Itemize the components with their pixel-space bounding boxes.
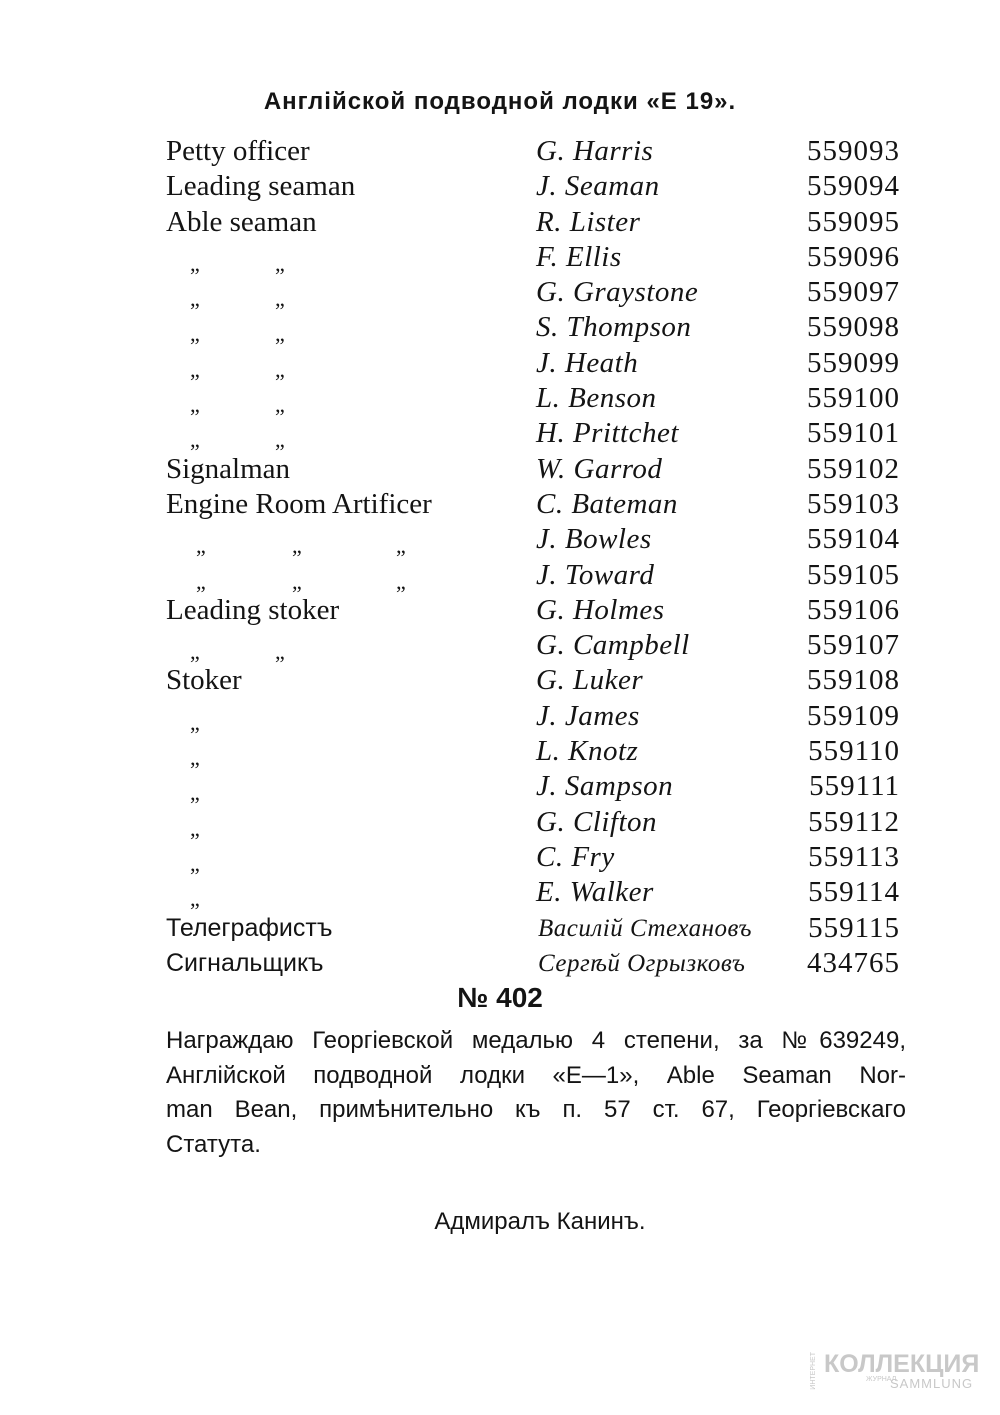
ditto-mark: „ <box>275 321 285 347</box>
ditto-mark: „ <box>275 286 285 312</box>
watermark-side-top: ИНТЕРНЕТ <box>810 1352 817 1390</box>
service-number: 559115 <box>808 911 900 944</box>
roster-row <box>0 240 1000 275</box>
order-line: Англійской подводной лодки «Е—1», Able Seaman Nor- <box>166 1061 906 1089</box>
rank-label: Leading stoker <box>166 593 340 626</box>
ditto-mark: „ <box>190 639 200 665</box>
service-number: 559093 <box>807 135 900 167</box>
ditto-mark: „ <box>190 356 200 382</box>
section-heading: Англійской подводной лодки «Е 19». <box>263 88 737 115</box>
rank-label: Signalman <box>166 452 291 485</box>
roster-row <box>0 134 1000 169</box>
service-number: 559106 <box>807 593 900 626</box>
service-number: 559100 <box>807 382 900 415</box>
rank-label: Leading seaman <box>166 170 356 203</box>
ditto-mark: „ <box>292 568 302 594</box>
roster-row <box>0 487 1000 522</box>
rank-label: Телеграфистъ <box>166 913 333 942</box>
crew-name: F. Ellis <box>536 240 622 273</box>
ditto-mark: „ <box>190 850 200 876</box>
ditto-mark: „ <box>275 356 285 382</box>
watermark-logo <box>810 1350 978 1390</box>
roster-row <box>0 558 1000 593</box>
ditto-mark: „ <box>396 568 406 594</box>
watermark-main: КОЛЛЕКЦИЯ <box>824 1350 980 1378</box>
rank-label: Stoker <box>166 664 242 697</box>
signature: Адмиралъ Канинъ. <box>434 1208 646 1235</box>
ditto-mark: „ <box>190 427 200 453</box>
crew-name: H. Prittchet <box>536 417 679 450</box>
ditto-mark: „ <box>275 639 285 665</box>
ditto-mark: „ <box>190 780 200 806</box>
rank-label: Petty officer <box>166 135 310 167</box>
crew-name: E. Walker <box>536 876 654 909</box>
ditto-mark: „ <box>196 533 206 559</box>
ditto-mark: „ <box>196 568 206 594</box>
roster-row <box>0 169 1000 204</box>
ditto-mark: „ <box>190 745 200 771</box>
service-number: 559108 <box>807 664 900 697</box>
roster-row <box>0 593 1000 628</box>
roster-row <box>0 663 1000 698</box>
rank-label: Сигнальщикъ <box>166 948 324 977</box>
service-number: 434765 <box>807 946 900 979</box>
roster-row <box>0 381 1000 416</box>
crew-name: L. Benson <box>536 382 657 415</box>
order-paragraph <box>166 1024 906 1162</box>
ditto-mark: „ <box>190 250 200 276</box>
crew-name: G. Clifton <box>536 805 658 838</box>
roster-row <box>0 769 1000 804</box>
service-number: 559095 <box>807 205 900 238</box>
crew-name: J. Sampson <box>536 770 674 803</box>
crew-name: S. Thompson <box>536 311 692 344</box>
service-number: 559113 <box>808 840 900 873</box>
service-number: 559099 <box>807 346 900 379</box>
service-number: 559094 <box>807 170 900 203</box>
ditto-mark: „ <box>190 709 200 735</box>
ditto-mark: „ <box>275 427 285 453</box>
order-line: man Bean, примѣнительно къ п. 57 ст. 67, Георгіевскаго <box>166 1096 906 1123</box>
ditto-mark: „ <box>292 533 302 559</box>
service-number: 559114 <box>808 876 900 909</box>
crew-name: G. Campbell <box>536 629 690 662</box>
roster-row <box>0 734 1000 769</box>
service-number: 559105 <box>807 558 900 591</box>
order-line: Награждаю Георгіевской медалью 4 степени, за №639249, <box>166 1027 906 1054</box>
roster-row <box>0 628 1000 663</box>
crew-name: R. Lister <box>536 205 641 238</box>
ditto-mark: „ <box>190 286 200 312</box>
crew-name: J. Seaman <box>536 170 660 203</box>
crew-name: G. Luker <box>536 664 644 697</box>
roster-row <box>0 416 1000 451</box>
crew-roster <box>0 134 1000 981</box>
order-line: Статута. <box>166 1130 261 1158</box>
service-number: 559107 <box>807 629 900 662</box>
crew-name: G. Graystone <box>536 276 699 309</box>
crew-name: J. Toward <box>536 558 655 591</box>
ditto-mark: „ <box>275 392 285 418</box>
crew-name: Василій Стехановъ <box>538 914 752 942</box>
crew-name: G. Holmes <box>536 593 665 626</box>
service-number: 559110 <box>808 735 900 768</box>
crew-name: G. Harris <box>536 135 654 167</box>
service-number: 559097 <box>807 276 900 309</box>
service-number: 559104 <box>807 523 900 556</box>
crew-name: J. James <box>536 699 640 732</box>
order-number: № 402 <box>457 982 543 1013</box>
roster-row <box>0 346 1000 381</box>
ditto-mark: „ <box>190 815 200 841</box>
roster-row <box>0 911 1000 946</box>
rank-label: Able seaman <box>166 205 317 238</box>
roster-row <box>0 275 1000 310</box>
roster-row <box>0 875 1000 910</box>
ditto-mark: „ <box>190 392 200 418</box>
rank-label: Engine Room Artificer <box>166 487 432 520</box>
service-number: 559098 <box>807 311 900 344</box>
crew-name: W. Garrod <box>536 452 663 485</box>
service-number: 559109 <box>807 699 900 732</box>
crew-name: J. Heath <box>536 346 639 379</box>
roster-row <box>0 452 1000 487</box>
service-number: 559111 <box>809 770 900 803</box>
watermark-sub: SAMMLUNG <box>890 1376 974 1391</box>
roster-row <box>0 946 1000 981</box>
service-number: 559096 <box>807 240 900 273</box>
service-number: 559112 <box>808 805 900 838</box>
roster-row <box>0 310 1000 345</box>
service-number: 559102 <box>807 452 900 485</box>
crew-name: C. Bateman <box>536 487 678 520</box>
ditto-mark: „ <box>190 886 200 912</box>
crew-name: J. Bowles <box>536 523 652 556</box>
service-number: 559101 <box>807 417 900 450</box>
service-number: 559103 <box>807 487 900 520</box>
crew-name: C. Fry <box>536 840 615 873</box>
crew-name: L. Knotz <box>536 735 639 768</box>
ditto-mark: „ <box>275 250 285 276</box>
roster-row <box>0 205 1000 240</box>
crew-name: Сергѣй Огрызковъ <box>538 949 746 977</box>
roster-row <box>0 699 1000 734</box>
watermark-side-bottom: ЖУРНАЛ <box>866 1376 897 1383</box>
roster-row <box>0 840 1000 875</box>
roster-row <box>0 805 1000 840</box>
roster-row <box>0 522 1000 557</box>
ditto-mark: „ <box>396 533 406 559</box>
ditto-mark: „ <box>190 321 200 347</box>
